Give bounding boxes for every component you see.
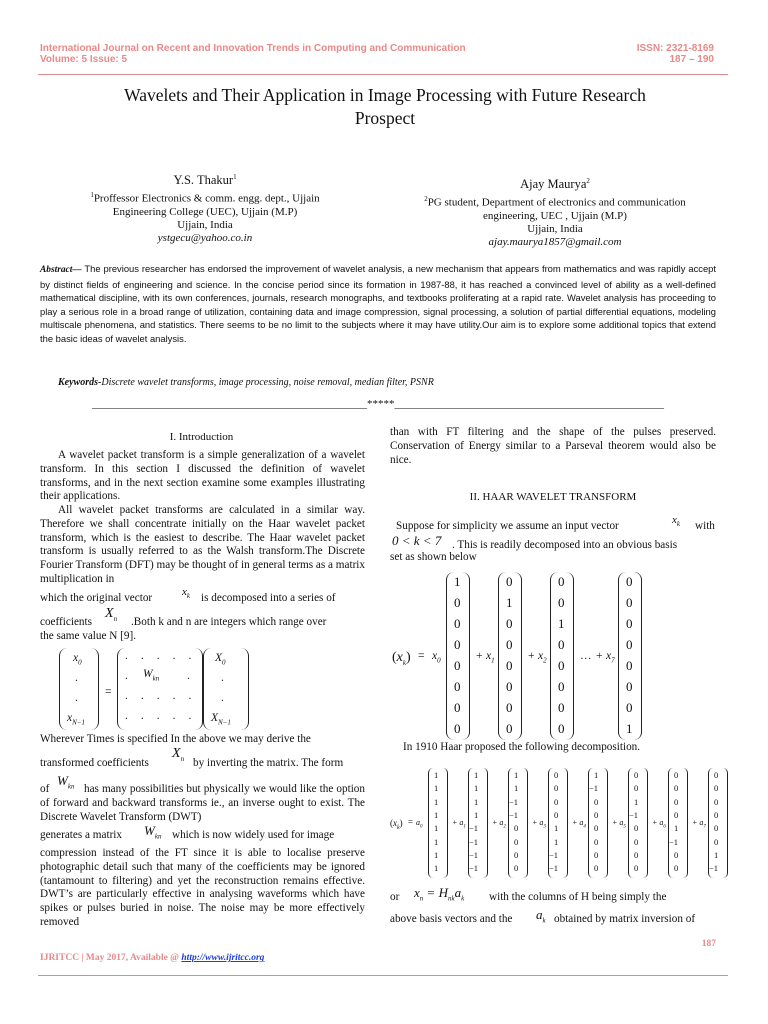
- text-line: generates a matrix: [40, 829, 122, 841]
- haar-coefficient: + $a_5$: [612, 818, 626, 830]
- basis-entry: 0: [558, 721, 565, 736]
- math-haar-equation: $x_n = H_{nk}a_k$: [414, 885, 465, 903]
- haar-entry: −1: [549, 863, 559, 874]
- text-line: which is now widely used for image: [172, 829, 335, 841]
- author-1-email[interactable]: ystgecu@yahoo.co.in: [157, 231, 253, 244]
- haar-coefficient: + $a_3$: [532, 818, 546, 830]
- text-line: Wherever Times is specified In the above we may derive the: [40, 733, 311, 745]
- haar-entry: 1: [634, 796, 639, 807]
- haar-entry: 0: [634, 863, 639, 874]
- haar-entry: 0: [554, 796, 559, 807]
- section-1-heading: I. Introduction: [169, 431, 234, 443]
- basis-entry: 0: [454, 595, 461, 610]
- haar-coefficient: $a_0$: [416, 818, 423, 830]
- text-line: of: [40, 783, 50, 795]
- author-2-email[interactable]: ajay.maurya1857@gmail.com: [488, 235, 622, 248]
- haar-entry: 1: [474, 770, 479, 780]
- intro-paragraph-2: All wavelet packet transforms are calculated in a similar way. Therefore we shall concentrate initially on the Haar wavelet packet transform, which is the easiest to describe. The Haar wavelet packet transform is usually referred to as the Walsh transform.The Discrete Fourier Transform (DFT) may be thought of in general terms as a matrix multiplication in: [40, 504, 365, 585]
- haar-entry: 0: [514, 836, 519, 847]
- basis-entry: 0: [626, 574, 633, 589]
- haar-entry: 0: [634, 849, 639, 860]
- basis-entry: 0: [558, 637, 565, 652]
- haar-entry: 0: [714, 770, 719, 780]
- basis-entry: 0: [454, 637, 461, 652]
- haar-entry: 0: [514, 823, 519, 834]
- haar-entry: −1: [549, 849, 559, 860]
- haar-entry: −1: [469, 849, 479, 860]
- right-paragraph-0: than with FT filtering and the shape of the pulses preserved. Conservation of Energy similar to a Parseval theorem would also be nice.: [390, 426, 716, 466]
- haar-entry: 0: [674, 770, 679, 780]
- math-xk: $x_k$: [672, 514, 680, 529]
- haar-coefficient: + $a_4$: [572, 818, 586, 830]
- haar-coefficient: + $a_2$: [492, 818, 506, 830]
- basis-entry: 0: [454, 658, 461, 673]
- haar-entry: 0: [634, 783, 639, 794]
- basis-entry: 0: [626, 679, 633, 694]
- haar-entry: 0: [714, 783, 719, 794]
- haar-entry: −1: [509, 809, 519, 820]
- haar-entry: 0: [714, 809, 719, 820]
- haar-entry: 1: [434, 770, 439, 780]
- page-range: 187 – 190: [669, 54, 714, 65]
- basis-entry: 0: [506, 679, 513, 694]
- basis-entry: 0: [558, 679, 565, 694]
- haar-entry: 1: [514, 783, 519, 794]
- haar-entry: 0: [714, 823, 719, 834]
- keywords: Keywords-Discrete wavelet transforms, image processing, noise removal, median filter, PSNR: [58, 377, 434, 388]
- journal-volume: Volume: 5 Issue: 5: [40, 54, 128, 65]
- text-line: is decomposed into a series of: [201, 592, 336, 604]
- haar-entry: −1: [469, 863, 479, 874]
- journal-link[interactable]: http://www.ijritcc.org: [181, 953, 265, 963]
- section-2-heading: II. HAAR WAVELET TRANSFORM: [469, 491, 637, 503]
- text-line: by inverting the matrix. The form: [193, 757, 344, 769]
- haar-entry: 1: [554, 836, 559, 847]
- haar-entry: 0: [514, 849, 519, 860]
- dft-matrix-equation: $x_0$ . . $x_{N-1}$ = ..... . $W_{kn}$ . ..... ..... $X_0$ . . $X_{N-1}$: [55, 648, 255, 730]
- haar-entry: 0: [674, 863, 679, 874]
- haar-entry: 0: [594, 836, 599, 847]
- haar-entry: 0: [554, 809, 559, 820]
- basis-entry: 0: [626, 658, 633, 673]
- haar-entry: 0: [634, 770, 639, 780]
- haar-entry: −1: [709, 863, 719, 874]
- math-Wkn: $W_{kn}$: [57, 773, 75, 791]
- text-line: Suppose for simplicity we assume an input vector: [396, 520, 619, 532]
- text-line: above basis vectors and the: [390, 913, 513, 925]
- basis-entry: 0: [506, 637, 513, 652]
- text-line: with the columns of H being simply the: [489, 891, 667, 903]
- haar-entry: 1: [674, 823, 679, 834]
- basis-entry: 0: [454, 616, 461, 631]
- text-line: obtained by matrix inversion of: [554, 913, 696, 925]
- haar-entry: −1: [629, 809, 639, 820]
- haar-entry: 1: [434, 796, 439, 807]
- math-xk: $x_k$: [182, 586, 190, 601]
- haar-entry: 0: [674, 783, 679, 794]
- text-line: coefficients: [40, 616, 92, 628]
- basis-entry: 0: [558, 574, 565, 589]
- basis-entry: 1: [558, 616, 565, 631]
- paper-title: Wavelets and Their Application in Image Processing with Future Research Prospect: [124, 85, 646, 128]
- text-line: or: [390, 891, 400, 903]
- haar-coefficient: + $a_6$: [652, 818, 666, 830]
- basis-decomposition: $(x_k)$ = $x_0$ + $x_1$ + $x_2$ … + $x_7$ 1 0 0 0 0 0 0 0 0 1 0 0 0 0 0 0 0 0 1 0 0 0 0 0 0 0 0 0 0 0 0 1: [390, 570, 720, 742]
- haar-entry: 0: [714, 836, 719, 847]
- haar-entry: 1: [714, 849, 719, 860]
- text-line: . This is readily decomposed into an obvious basis: [452, 539, 678, 551]
- haar-entry: −1: [509, 796, 519, 807]
- basis-entry: 0: [454, 700, 461, 715]
- haar-entry: 0: [594, 849, 599, 860]
- haar-entry: 1: [514, 770, 519, 780]
- haar-entry: −1: [589, 783, 599, 794]
- math-ak: $a_k$: [536, 907, 546, 925]
- footer-text: IJRITCC | May 2017, Available @ http://www.ijritcc.org: [40, 953, 265, 963]
- haar-coefficient: + $a_7$: [692, 818, 706, 830]
- haar-entry: −1: [469, 823, 479, 834]
- author-2: Ajay Maurya$^2$ $^2$PG student, Department of electronics and communication engineering, UEC , Ujjain (M.P) Ujjain, India ajay.maurya1857@gmail.com: [395, 172, 715, 249]
- footer-rule: [38, 975, 728, 976]
- haar-entry: 1: [434, 783, 439, 794]
- haar-entry: 0: [594, 863, 599, 874]
- haar-entry: 0: [514, 863, 519, 874]
- journal-name: International Journal on Recent and Innovation Trends in Computing and Communication: [40, 43, 466, 54]
- haar-entry: 1: [474, 783, 479, 794]
- basis-entry: 1: [454, 574, 461, 589]
- math-Xn: $X_n$: [105, 606, 118, 623]
- haar-entry: 1: [434, 836, 439, 847]
- basis-entry: 0: [506, 616, 513, 631]
- page-number: 187: [701, 939, 716, 949]
- basis-entry: 0: [506, 700, 513, 715]
- haar-entry: −1: [669, 836, 679, 847]
- haar-entry: 1: [474, 796, 479, 807]
- abstract: Abstract— The previous researcher has endorsed the improvement of wavelet analysis, a new mechanism that appears from mathematics and was rapidly accept by distinct fields of engineering and science. In the concise period since its formation in 1987-88, it has reached a convinced level of ability as a well-defined mathematical discipline, with its own conferences, journals, research monographs, and textbooks proliferating at a rapid rate. Wavelet analysis has proceeding to play a serious role in a broad range of utilization, containing data and image compression, signal processing, a solution of partial differential equations, modeling multiscale phenomena, and statistics. There seems to be no limit to the subjects where it may have utility.Our aim is to explore some additional topics that extend the basic ideas of wavelet analysis.: [40, 263, 716, 344]
- header-rule: [38, 74, 728, 75]
- haar-entry: 0: [674, 796, 679, 807]
- haar-entry: 0: [634, 836, 639, 847]
- haar-entry: 0: [634, 823, 639, 834]
- basis-entry: 1: [626, 721, 633, 736]
- basis-entry: 0: [558, 700, 565, 715]
- issn: ISSN: 2321-8169: [636, 43, 714, 54]
- haar-entry: −1: [469, 836, 479, 847]
- basis-entry: 0: [626, 616, 633, 631]
- basis-entry: 0: [626, 595, 633, 610]
- basis-entry: 0: [558, 595, 565, 610]
- basis-entry: 0: [626, 637, 633, 652]
- haar-decomposition: $(x_k)$ = $a_0$ 1 1 1 1 1 1 1 1 + $a_1$ 1 1 1 1 −1 −1 −1 −1 + $a_2$ 1 1 −1 −1 0 0 0 0 + $a_3$ 0 0 0 0 1 1 −1 −1 + $a_4$ 1 −1 0 0 0 0 0 0 + $a_5$ 0 0 1 −1 0 0 0 0 + $a_6$ 0 0 0 0 1 −1 0 0 + $a_7$ 0 0 0 0 0 0 1 −1: [390, 768, 720, 880]
- basis-entry: 1: [506, 595, 513, 610]
- text-line: set as shown below: [390, 551, 477, 563]
- paragraph-3-cont: compression instead of the FT since it is able to localise preserve photographic detail such that many of the coefficients may be ignored (tantamount to filtering) and yet the reconstruction remains effective. DWT’s are particularly effective in analysing waveforms which have spikes or pulses buried in noise. The noise may be more effectively removed: [40, 847, 365, 928]
- haar-entry: 0: [674, 849, 679, 860]
- haar-entry: 1: [434, 823, 439, 834]
- author-1: Y.S. Thakur$^1$ $^1$Proffessor Electronics & comm. engg. dept., Ujjain Engineering College (UEC), Ujjain (M.P) Ujjain, India ystgecu@yahoo.co.in: [50, 168, 360, 245]
- haar-entry: 1: [434, 863, 439, 874]
- basis-entry: 0: [454, 679, 461, 694]
- text-line: transformed coefficients: [40, 757, 149, 769]
- text-line: .Both k and n are integers which range over: [131, 616, 327, 628]
- haar-entry: 1: [594, 770, 599, 780]
- basis-entry: 0: [506, 658, 513, 673]
- haar-coefficient: + $a_1$: [452, 818, 466, 830]
- basis-entry: 0: [626, 700, 633, 715]
- text-line: In 1910 Haar proposed the following decomposition.: [403, 741, 641, 753]
- text-line: which the original vector: [40, 592, 153, 604]
- haar-entry: 1: [434, 849, 439, 860]
- intro-paragraph-1: A wavelet packet transform is a simple generalization of a wavelet transform. In this section I discussed the definition of wavelet transforms, and in the next section examine some examples illustrating their applications.: [40, 449, 365, 503]
- basis-entry: 0: [454, 721, 461, 736]
- haar-entry: 0: [674, 809, 679, 820]
- math-Xn: $X_n$: [172, 746, 185, 763]
- haar-entry: 0: [554, 770, 559, 780]
- math-inequality: 0 < k < 7: [392, 533, 442, 548]
- paragraph-3: has many possibilities but physically we would like the option of forward and backward transforms ie., an inverse ought to exist. The Discrete Wavelet Transform (DWT): [40, 783, 365, 823]
- basis-entry: 0: [506, 574, 513, 589]
- haar-entry: 0: [594, 823, 599, 834]
- text-line: the same value N [9].: [40, 630, 136, 642]
- haar-entry: 1: [434, 809, 439, 820]
- haar-entry: 0: [714, 796, 719, 807]
- haar-entry: 0: [594, 809, 599, 820]
- basis-entry: 0: [558, 658, 565, 673]
- basis-entry: 0: [506, 721, 513, 736]
- haar-entry: 1: [554, 823, 559, 834]
- haar-entry: 0: [554, 783, 559, 794]
- separator: __________________________________________________*****_________________________________________________: [92, 398, 664, 410]
- haar-entry: 1: [474, 809, 479, 820]
- abstract-label: Abstract—: [40, 265, 82, 275]
- text-line: with: [695, 520, 715, 532]
- haar-entry: 0: [594, 796, 599, 807]
- math-Wkn: $W_{kn}$: [144, 823, 162, 841]
